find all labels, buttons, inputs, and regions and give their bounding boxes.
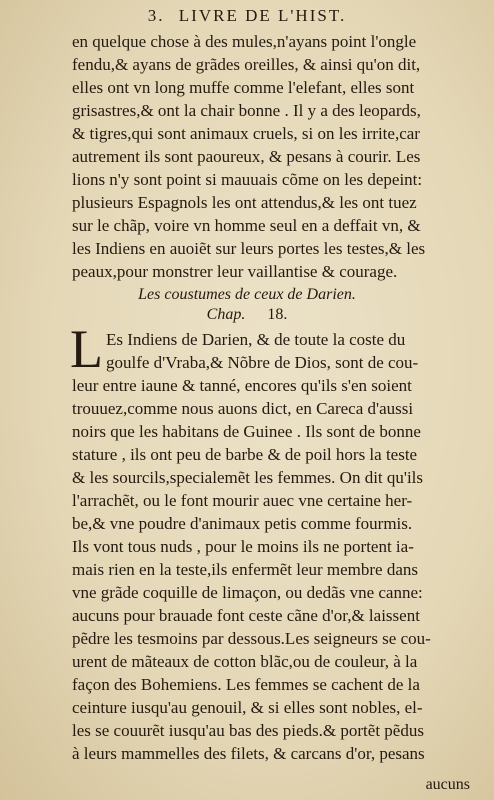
text-line: trouuez,comme nous auons dict, en Careca d'aussi bbox=[72, 399, 414, 418]
text-line: stature , ils ont peu de barbe & de poil hors la teste bbox=[72, 445, 418, 464]
text-block-body bbox=[72, 328, 472, 765]
text-line: goulfe d'Vraba,& Nõbre de Dios, sont de cou- bbox=[106, 353, 419, 372]
text-line: mais rien en la teste,ils enfermẽt leur membre dans bbox=[72, 560, 419, 579]
text-line: lions n'y sont point si mauuais cõme on les depeint: bbox=[72, 170, 423, 189]
running-header bbox=[0, 6, 494, 26]
text-line: noirs que les habitans de Guinee . Ils sont de bonne bbox=[72, 422, 421, 441]
text-line: l'arrachẽt, ou le font mourir auec vne certaine her- bbox=[72, 491, 413, 510]
text-line: les se couurẽt iusqu'au bas des pieds.& portẽt pẽdus bbox=[72, 721, 424, 740]
text-line: leur entre iaune & tanné, encores qu'ils s'en soient bbox=[72, 376, 412, 395]
text-line: pẽdre les tesmoins par dessous.Les seigneurs se cou- bbox=[72, 629, 431, 648]
text-line: vne grãde coquille de limaçon, ou dedãs vne canne: bbox=[72, 583, 423, 602]
text-line: plusieurs Espagnols les ont attendus,& les ont tuez bbox=[72, 193, 417, 212]
text-line: & tigres,qui sont animaux cruels, si on les irrite,car bbox=[72, 124, 420, 143]
chapter-number: 18. bbox=[267, 306, 288, 323]
text-line: fendu,& ayans de grãdes oreilles, & ainsi qu'on dit, bbox=[72, 55, 421, 74]
text-block-top bbox=[72, 30, 472, 283]
text-line: elles ont vn long muffe comme l'elefant, elles sont bbox=[72, 78, 415, 97]
text-line: sur le chãp, voire vn homme seul en a deffait vn, & bbox=[72, 216, 421, 235]
text-line: ceinture iusqu'au genouil, & si elles sont nobles, el- bbox=[72, 698, 423, 717]
text-line: à leurs mammelles des filets, & carcans d'or, pesans bbox=[72, 744, 425, 763]
text-line: en quelque chose à des mules,n'ayans point l'ongle bbox=[72, 32, 417, 51]
text-line: & les sourcils,specialemẽt les femmes. On dit qu'ils bbox=[72, 468, 424, 487]
text-line: aucuns pour brauade font ceste cãne d'or,& laissent bbox=[72, 606, 420, 625]
folio-number: 3. bbox=[147, 6, 165, 25]
text-line: Es Indiens de Darien, & de toute la coste du bbox=[106, 330, 406, 349]
text-line: Ils vont tous nuds , pour le moins ils ne portent ia- bbox=[72, 537, 414, 556]
text-line: be,& vne poudre d'animaux petis comme fourmis. bbox=[72, 514, 413, 533]
text-line: urent de mãteaux de cotton blãc,ou de couleur, à la bbox=[72, 652, 418, 671]
catchword: aucuns bbox=[425, 776, 470, 793]
running-title: LIVRE DE L'HIST. bbox=[178, 6, 347, 25]
text-line: grisastres,& ont la chair bonne . Il y a des leopards, bbox=[72, 101, 421, 120]
text-line: façon des Bohemiens. Les femmes se cachent de la bbox=[72, 675, 420, 694]
drop-capital: L bbox=[70, 319, 103, 379]
text-line: autrement ils sont paoureux, & pesans à courir. Les bbox=[72, 147, 421, 166]
text-line: les Indiens en auoiẽt sur leurs portes les testes,& les bbox=[72, 239, 426, 258]
section-subtitle: Les coustumes de ceux de Darien. bbox=[138, 286, 356, 303]
text-line: peaux,pour monstrer leur vaillantise & courage. bbox=[72, 262, 398, 281]
chapter-label: Chap. bbox=[206, 306, 246, 323]
